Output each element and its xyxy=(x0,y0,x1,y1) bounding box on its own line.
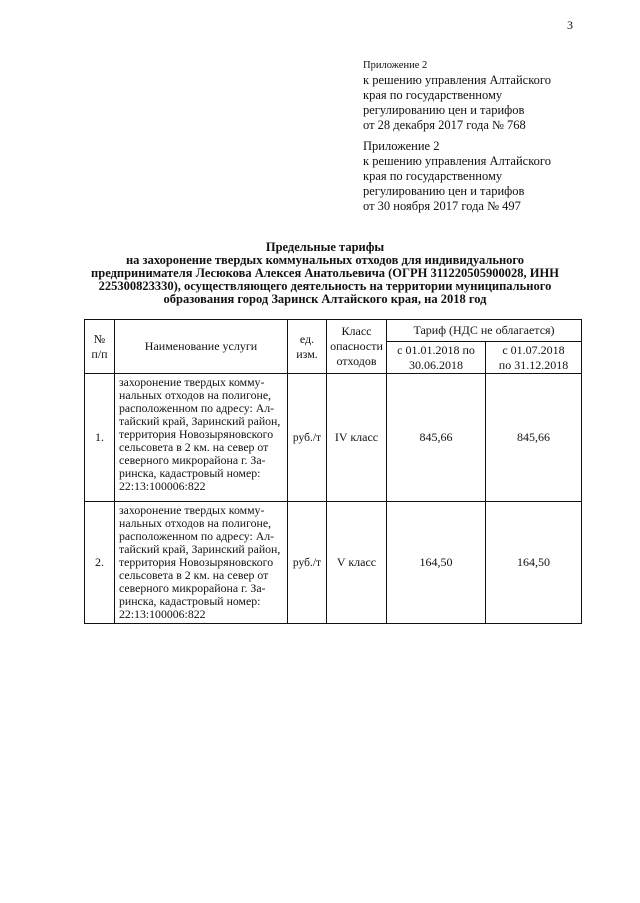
header-number-line: № xyxy=(93,331,106,346)
appendix-2-line: к решению управления Алтайского xyxy=(363,154,551,168)
service-line: северного микрорайона г. За- xyxy=(119,581,266,595)
header-number-line: п/п xyxy=(91,346,108,361)
service-line: тайский край, Заринский район, xyxy=(119,542,281,556)
appendix-1-line: края по государственному xyxy=(363,88,503,102)
header-period-1-line: 30.06.2018 xyxy=(409,357,463,372)
page-number: 3 xyxy=(567,18,573,32)
header-service: Наименование услуги xyxy=(115,320,288,374)
service-line: нальных отходов на полигоне, xyxy=(119,516,272,530)
service-line: расположенном по адресу: Ал- xyxy=(119,529,275,543)
service-line: захоронение твердых комму- xyxy=(119,375,265,389)
tariff-period-2-cell: 845,66 xyxy=(486,374,582,502)
service-line: расположенном по адресу: Ал- xyxy=(119,401,275,415)
title-line: 225300823330), осуществляющего деятельность на территории муниципального xyxy=(98,279,552,293)
row-number: 1. xyxy=(85,374,115,502)
header-hazard-class xyxy=(327,320,387,374)
header-period-1-line: с 01.01.2018 по xyxy=(397,342,475,357)
service-line: нальных отходов на полигоне, xyxy=(119,388,272,402)
document-title xyxy=(85,241,565,306)
title-line: предпринимателя Лесюкова Алексея Анатольевича (ОГРН 311220505900028, ИНН xyxy=(91,266,559,280)
row-number: 2. xyxy=(85,502,115,624)
title-line: на захоронение твердых коммунальных отходов для индивидуального xyxy=(125,253,525,267)
title-line: образования город Заринск Алтайского края, на 2018 год xyxy=(163,292,487,306)
tariff-table xyxy=(84,319,582,624)
appendix-2-line: Приложение 2 xyxy=(363,139,440,153)
header-unit-line: ед. xyxy=(299,331,315,346)
unit-cell: руб./т xyxy=(288,502,327,624)
appendix-1-line: Приложение 2 xyxy=(363,60,428,71)
unit-cell: руб./т xyxy=(288,374,327,502)
header-unit-line: изм. xyxy=(296,346,318,361)
appendix-2-line: края по государственному xyxy=(363,169,503,183)
table-row xyxy=(85,502,582,624)
service-line: ринска, кадастровый номер: xyxy=(119,594,261,608)
service-line: сельсовета в 2 км. на север от xyxy=(119,440,269,454)
hazard-class-cell: V класс xyxy=(327,502,387,624)
header-unit xyxy=(288,320,327,374)
tariff-period-2-cell: 164,50 xyxy=(486,502,582,624)
service-line: территория Новозыряновского xyxy=(119,427,274,441)
header-tariff-group: Тариф (НДС не облагается) xyxy=(387,320,582,342)
service-line: тайский край, Заринский район, xyxy=(119,414,281,428)
service-line: 22:13:100006:822 xyxy=(119,607,206,621)
header-class-line: Класс xyxy=(341,324,372,338)
service-line: сельсовета в 2 км. на север от xyxy=(119,568,269,582)
appendix-2-line: регулированию цен и тарифов xyxy=(363,184,525,198)
service-line: северного микрорайона г. За- xyxy=(119,453,266,467)
service-line: ринска, кадастровый номер: xyxy=(119,466,261,480)
appendix-1-line: к решению управления Алтайского xyxy=(363,73,551,87)
appendix-2-line: от 30 ноября 2017 года № 497 xyxy=(363,199,521,213)
tariff-period-1-cell: 845,66 xyxy=(387,374,486,502)
service-line: захоронение твердых комму- xyxy=(119,503,265,517)
service-description xyxy=(115,374,288,502)
header-number xyxy=(85,320,115,374)
appendix-note-1 xyxy=(363,58,551,133)
header-period-1 xyxy=(387,342,486,374)
service-description xyxy=(115,502,288,624)
header-period-2-line: с 01.07.2018 xyxy=(502,342,565,357)
service-line: территория Новозыряновского xyxy=(119,555,274,569)
header-period-2 xyxy=(486,342,582,374)
hazard-class-cell: IV класс xyxy=(327,374,387,502)
title-line: Предельные тарифы xyxy=(265,240,385,254)
header-period-2-line: по 31.12.2018 xyxy=(498,357,569,372)
header-class-line: отходов xyxy=(336,354,377,368)
tariff-period-1-cell: 164,50 xyxy=(387,502,486,624)
header-class-line: опасности xyxy=(330,339,383,353)
appendix-1-line: от 28 декабря 2017 года № 768 xyxy=(363,118,526,132)
appendix-note-2 xyxy=(363,139,551,214)
table-row xyxy=(85,374,582,502)
service-line: 22:13:100006:822 xyxy=(119,479,206,493)
appendix-1-line: регулированию цен и тарифов xyxy=(363,103,525,117)
